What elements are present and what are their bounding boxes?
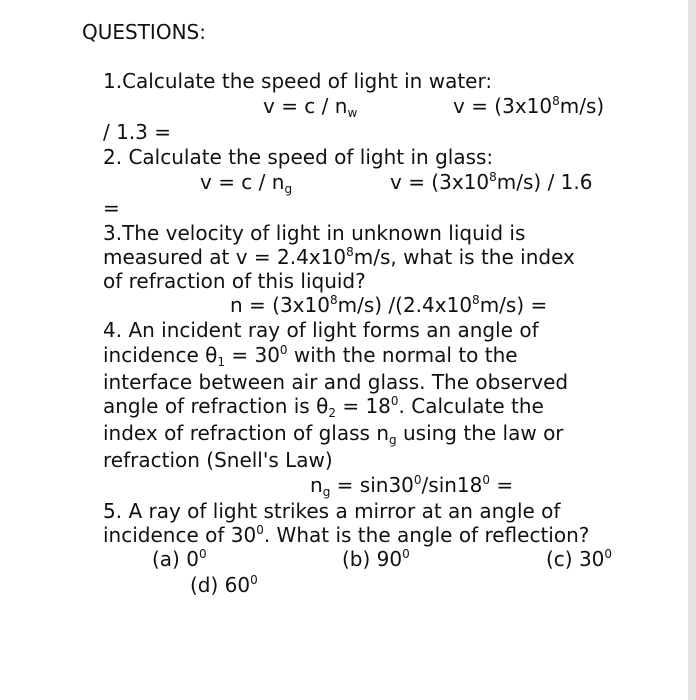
q5-option-a: (a) $0^0$	[152, 547, 207, 571]
q4-line-3: interface between air and glass. The observed	[103, 370, 569, 394]
q2-formula: $v = c / n_g$	[200, 170, 293, 196]
q2-calculation: $v = (3x10^8m/s) / 1.6$	[390, 170, 593, 194]
q3-line-1: 3.The velocity of light in unknown liquid is	[103, 221, 526, 245]
q4-line-4: angle of refraction is $\theta_2 = 18^0$. Calculate the	[103, 394, 544, 420]
q3-line-3: of refraction of this liquid?	[103, 269, 366, 293]
q4-line-5: index of refraction of glass $n_g$ using the law or	[103, 421, 564, 447]
q5-line-1: 5. A ray of light strikes a mirror at an angle of	[103, 499, 561, 523]
q5-option-d: (d) $60^0$	[190, 573, 258, 597]
q5-line-2: incidence of $30^0$. What is the angle of reflection?	[103, 523, 590, 547]
q1-calculation: $v = (3x10^8m/s)$	[453, 94, 605, 118]
q5-option-b: (b) $90^0$	[342, 547, 410, 571]
q1-calculation-continued: / 1.3 =	[103, 120, 172, 144]
q1-text: 1.Calculate the speed of light in water:	[103, 69, 493, 93]
q4-calculation: $n_g = \sin 30^0/\sin 18^0$ =	[310, 473, 514, 499]
q2-text: 2. Calculate the speed of light in glass:	[103, 145, 494, 169]
q4-line-1: 4. An incident ray of light forms an angle of	[103, 318, 539, 342]
q3-calculation: $n = (3x10^8m/s) /(2.4x10^8m/s)$ =	[230, 293, 548, 317]
q3-line-2: measured at $v = 2.4x10^8m/s$, what is the index	[103, 245, 575, 269]
questions-heading: QUESTIONS:	[82, 20, 206, 44]
q2-calculation-continued: =	[103, 196, 120, 220]
q4-line-2: incidence $\theta_1 = 30^0$ with the normal to the	[103, 343, 518, 369]
q1-formula: $v = c / n_w$	[263, 94, 358, 120]
q4-line-6: refraction (Snell's Law)	[103, 448, 333, 472]
q5-option-c: (c) $30^0$	[546, 547, 613, 571]
right-edge-strip	[688, 0, 696, 700]
